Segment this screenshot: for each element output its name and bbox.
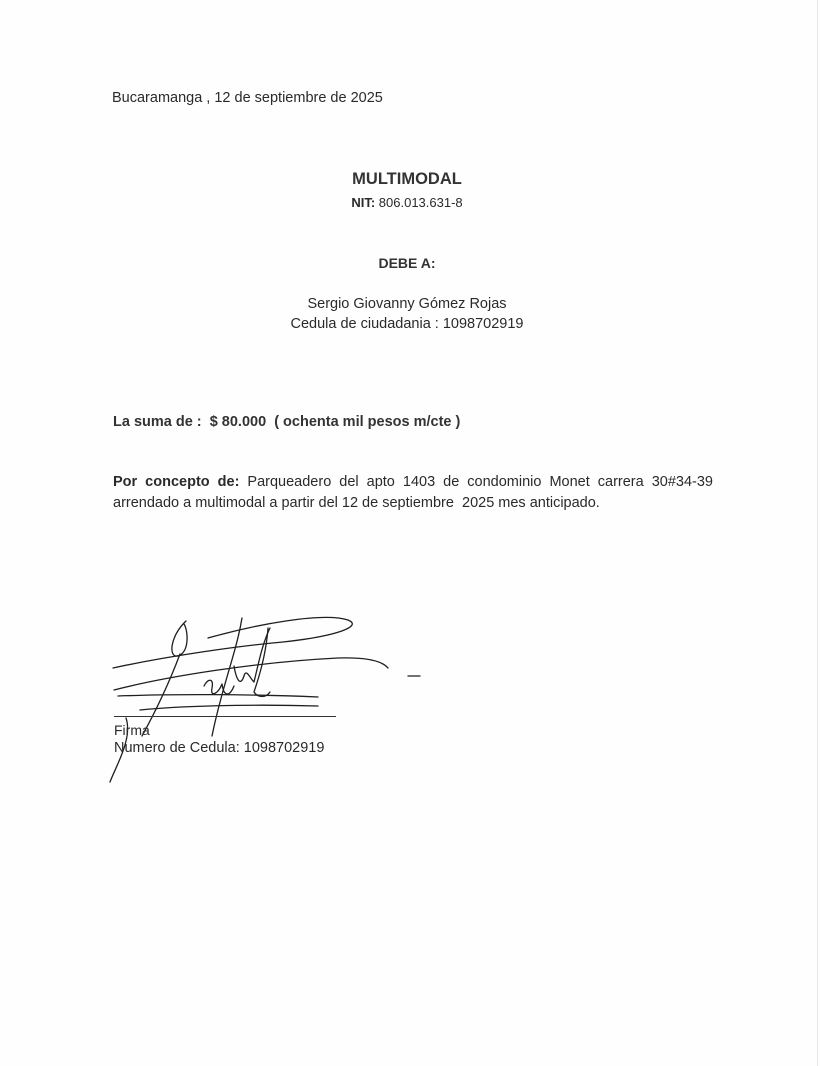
nit-value: 806.013.631-8: [378, 195, 463, 210]
signature-label: Firma: [114, 722, 150, 738]
nit-label: NIT:: [351, 195, 376, 210]
scan-edge-line: [817, 0, 818, 1066]
concept-line-1: [113, 472, 713, 493]
signature-id-number: Numero de Cedula: 1098702919: [114, 740, 325, 756]
concept-paragraph: [113, 472, 713, 514]
concept-label: Por concepto de:: [113, 474, 240, 490]
creditor-block: [252, 294, 562, 334]
signature-line: [114, 716, 336, 717]
company-nit: [252, 195, 562, 210]
concept-text-2: arrendado a multimodal a partir del 12 de septiembre 2025 mes anticipado.: [113, 495, 600, 511]
company-name: MULTIMODAL: [352, 170, 462, 188]
handwritten-signature: [108, 606, 428, 786]
creditor-id: Cedula de ciudadania : 1098702919: [290, 316, 524, 332]
creditor-name: Sergio Giovanny Gómez Rojas: [307, 296, 507, 312]
owes-heading: DEBE A:: [378, 255, 436, 271]
amount-line: La suma de : $ 80.000 ( ochenta mil pesos m/cte ): [113, 414, 461, 430]
place-date: Bucaramanga , 12 de septiembre de 2025: [112, 90, 383, 106]
concept-text-1: Parqueadero del apto 1403 de condominio Monet carrera 30#34-39: [247, 474, 713, 490]
